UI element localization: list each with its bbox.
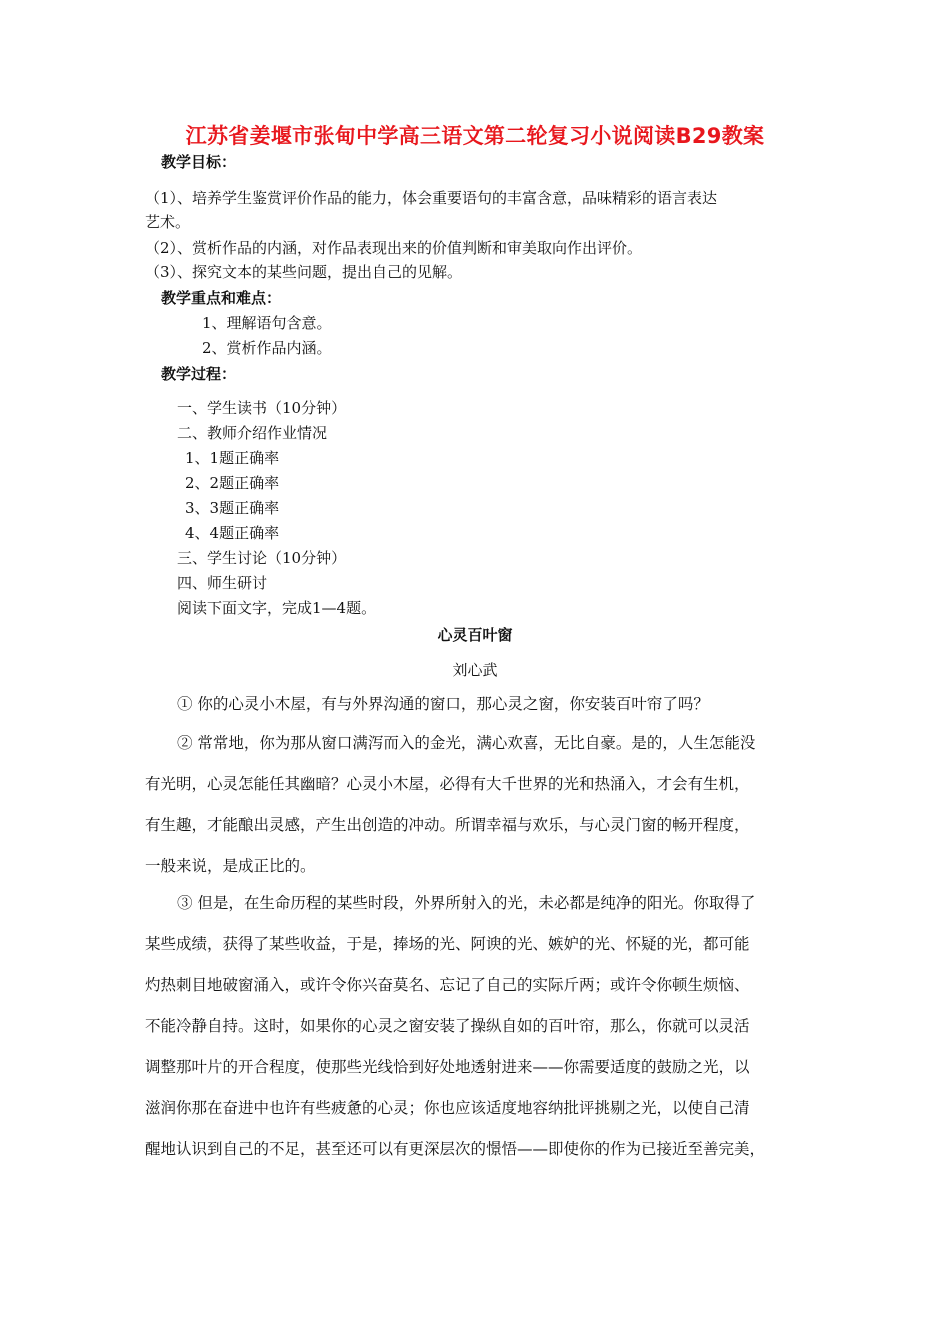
story-paragraph-3-line-5: 调整那叶片的开合程度，使那些光线恰到好处地透射进来——你需要适度的鼓励之光，以 [145, 1058, 750, 1076]
story-paragraph-3-line-7: 醒地认识到自己的不足，甚至还可以有更深层次的憬悟——即使你的作为已接近至善完美， [145, 1140, 766, 1158]
rate-item-1: 1、1题正确率 [185, 449, 280, 467]
story-title: 心灵百叶窗 [437, 626, 513, 644]
rate-item-2: 2、2题正确率 [185, 474, 280, 492]
reading-instruction: 阅读下面文字，完成1—4题。 [177, 599, 377, 617]
key-point-2: 2、赏析作品内涵。 [202, 339, 332, 357]
story-paragraph-2-line-1: ② 常常地，你为那从窗口满泻而入的金光，满心欢喜，无比自豪。是的，人生怎能没 [177, 734, 756, 752]
process-step-3: 三、学生讨论（10分钟） [177, 549, 347, 567]
story-paragraph-3-line-1: ③ 但是，在生命历程的某些时段，外界所射入的光，未必都是纯净的阳光。你取得了 [177, 894, 756, 912]
story-paragraph-3-line-2: 某些成绩，获得了某些收益，于是，捧场的光、阿谀的光、嫉妒的光、怀疑的光，都可能 [145, 935, 750, 953]
keys-heading: 教学重点和难点： [161, 289, 282, 307]
goal-1-line-2: 艺术。 [145, 213, 191, 231]
goal-3: （3）、探究文本的某些问题，提出自己的见解。 [145, 263, 463, 281]
story-author: 刘心武 [452, 661, 498, 679]
process-step-1: 一、学生读书（10分钟） [177, 399, 347, 417]
process-step-4: 四、师生研讨 [177, 574, 268, 592]
story-paragraph-1: ① 你的心灵小木屋，有与外界沟通的窗口，那心灵之窗，你安装百叶帘了吗？ [177, 695, 709, 713]
rate-item-4: 4、4题正确率 [185, 524, 280, 542]
goal-1-line-1: （1）、培养学生鉴赏评价作品的能力，体会重要语句的丰富含意，品味精彩的语言表达 [145, 189, 718, 207]
goal-2: （2）、赏析作品的内涵，对作品表现出来的价值判断和审美取向作出评价。 [145, 239, 643, 257]
story-paragraph-3-line-4: 不能冷静自持。这时，如果你的心灵之窗安装了操纵自如的百叶帘，那么，你就可以灵活 [145, 1017, 750, 1035]
process-heading: 教学过程： [161, 365, 237, 383]
process-step-2: 二、教师介绍作业情况 [177, 424, 328, 442]
rate-item-3: 3、3题正确率 [185, 499, 280, 517]
goals-heading: 教学目标： [161, 153, 237, 171]
story-paragraph-2-line-4: 一般来说，是成正比的。 [145, 857, 316, 875]
story-paragraph-3-line-6: 滋润你那在奋进中也许有些疲惫的心灵；你也应该适度地容纳批评挑剔之光，以使自己清 [145, 1099, 750, 1117]
story-paragraph-2-line-3: 有生趣，才能酿出灵感，产生出创造的冲动。所谓幸福与欢乐，与心灵门窗的畅开程度， [145, 816, 750, 834]
key-point-1: 1、理解语句含意。 [202, 314, 332, 332]
story-paragraph-3-line-3: 灼热刺目地破窗涌入，或许令你兴奋莫名、忘记了自己的实际斤两；或许令你顿生烦恼、 [145, 976, 750, 994]
document-title: 江苏省姜堰市张甸中学高三语文第二轮复习小说阅读B29教案 [185, 124, 765, 148]
story-paragraph-2-line-2: 有光明，心灵怎能任其幽暗？心灵小木屋，必得有大千世界的光和热涌入，才会有生机， [145, 775, 750, 793]
